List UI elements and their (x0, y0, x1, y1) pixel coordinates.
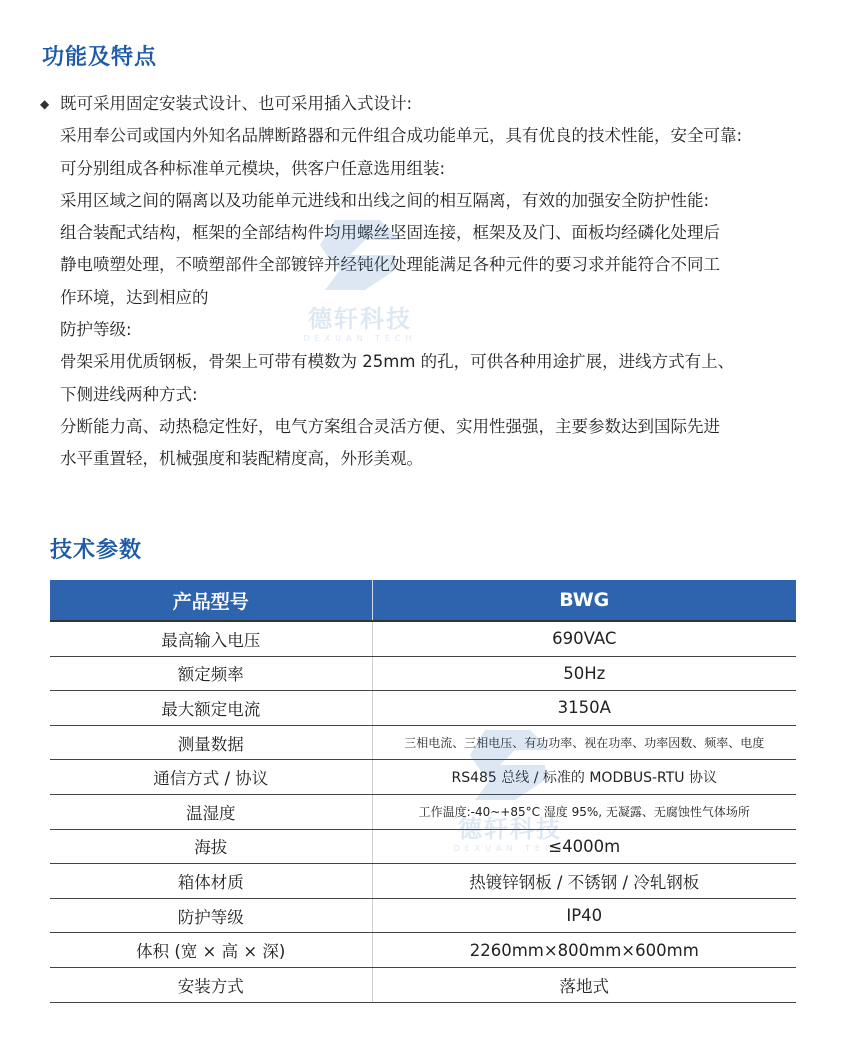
feature-line (40, 411, 830, 443)
table-row (50, 898, 796, 933)
param-value: IP40 (372, 898, 796, 933)
param-value: 690VAC (372, 621, 796, 656)
param-name: 海拔 (50, 829, 372, 864)
table-row (50, 829, 796, 864)
param-value: ≤4000m (372, 829, 796, 864)
feature-text: 组合装配式结构，框架的全部结构件均用螺丝坚固连接，框架及及门、面板均经磷化处理后 (60, 223, 720, 243)
feature-line (40, 249, 830, 281)
watermark-text: 德轩科技 (458, 815, 562, 843)
table-row (50, 967, 796, 1002)
diamond-bullet-icon: ◆ (40, 97, 50, 111)
table-row (50, 725, 796, 760)
feature-text: 骨架采用优质钢板，骨架上可带有模数为 25mm 的孔，可供各种用途扩展，进线方式有上、 (60, 352, 735, 372)
feature-line (40, 346, 830, 378)
param-name: 测量数据 (50, 725, 372, 760)
table-row (50, 864, 796, 899)
feature-text: 作环境，达到相应的 (60, 287, 209, 307)
feature-text: 水平重置轻，机械强度和装配精度高，外形美观。 (60, 449, 423, 469)
feature-line (40, 379, 830, 411)
header-cell-value: BWG (372, 580, 796, 621)
param-name: 额定频率 (50, 656, 372, 691)
table-row (50, 933, 796, 968)
watermark-subtext: DEXUAN TECH (303, 334, 417, 343)
param-value: 三相电流、三相电压、有功功率、视在功率、功率因数、频率、电度 (372, 725, 796, 760)
feature-line (40, 217, 830, 249)
param-name: 体积 (宽 × 高 × 深) (50, 933, 372, 968)
feature-text: 静电喷塑处理，不喷塑部件全部镀锌并经钝化处理能满足各种元件的要习求并能符合不同工 (60, 255, 720, 275)
feature-text: 防护等级: (60, 320, 132, 340)
feature-line (40, 153, 830, 185)
params-section-title: 技术参数 (50, 538, 143, 563)
watermark-subtext: DEXUAN TECH (453, 844, 567, 853)
feature-line (40, 443, 830, 475)
feature-text: 采用奉公司或国内外知名品牌断路器和元件组合成功能单元，具有优良的技术性能，安全可靠: (60, 126, 743, 146)
param-name: 防护等级 (50, 898, 372, 933)
feature-line (40, 185, 830, 217)
feature-text: 下侧进线两种方式: (60, 384, 198, 404)
param-name: 通信方式 / 协议 (50, 760, 372, 795)
table-header-row (50, 580, 796, 621)
table-row (50, 794, 796, 829)
spec-table (50, 580, 796, 1003)
feature-text: 既可采用固定安装式设计、也可采用插入式设计: (60, 94, 413, 113)
features-section-title: 功能及特点 (42, 45, 158, 70)
feature-line (40, 120, 830, 152)
features-list (40, 88, 830, 476)
param-value: RS485 总线 / 标准的 MODBUS-RTU 协议 (372, 760, 796, 795)
param-value: 落地式 (372, 967, 796, 1002)
watermark-text: 德轩科技 (308, 305, 412, 333)
param-value: 热镀锌钢板 / 不锈钢 / 冷轧钢板 (372, 864, 796, 899)
param-name: 最大额定电流 (50, 691, 372, 726)
feature-line (40, 314, 830, 346)
param-value: 工作温度:-40~+85°C 湿度 95%, 无凝露、无腐蚀性气体场所 (372, 794, 796, 829)
param-name: 最高输入电压 (50, 621, 372, 656)
param-name: 安装方式 (50, 967, 372, 1002)
feature-line (40, 88, 830, 120)
table-row (50, 691, 796, 726)
param-name: 温湿度 (50, 794, 372, 829)
feature-text: 分断能力高、动热稳定性好，电气方案组合灵活方便、实用性强强，主要参数达到国际先进 (60, 416, 720, 436)
table-row (50, 656, 796, 691)
feature-text: 可分别组成各种标准单元模块，供客户任意选用组装: (60, 158, 446, 178)
feature-line (40, 282, 830, 314)
table-row (50, 621, 796, 656)
param-value: 3150A (372, 691, 796, 726)
param-value: 50Hz (372, 656, 796, 691)
param-name: 箱体材质 (50, 864, 372, 899)
feature-text: 采用区域之间的隔离以及功能单元进线和出线之间的相互隔离，有效的加强安全防护性能: (60, 190, 710, 210)
table-row (50, 760, 796, 795)
param-value: 2260mm×800mm×600mm (372, 933, 796, 968)
header-cell-model: 产品型号 (50, 580, 372, 621)
